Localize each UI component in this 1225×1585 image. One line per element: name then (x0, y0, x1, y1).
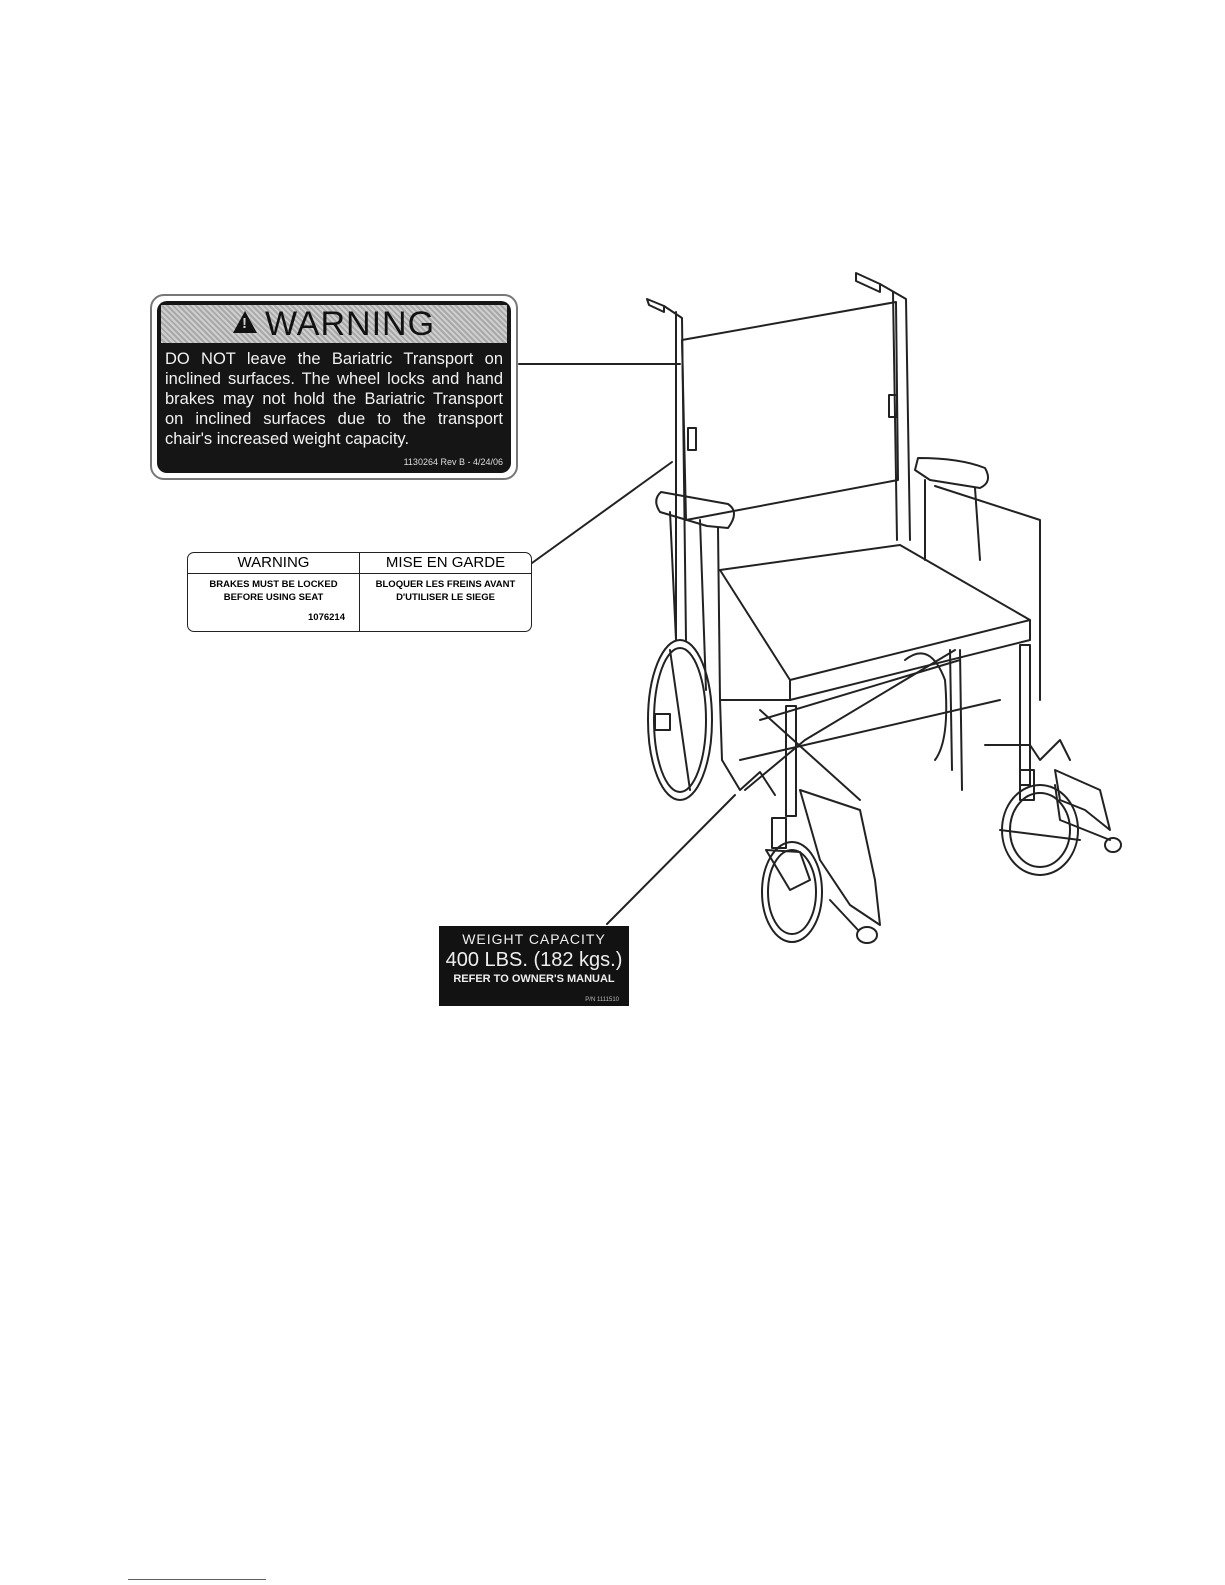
incline-warning-label (150, 294, 518, 480)
leader-line-weight (607, 795, 735, 924)
warning-title: WARNING (264, 305, 436, 343)
brake-label-english-line2: BEFORE USING SEAT (223, 592, 324, 603)
weight-capacity-note: REFER TO OWNER'S MANUAL (453, 973, 615, 985)
brake-warning-label (187, 552, 532, 632)
weight-capacity-heading: WEIGHT CAPACITY (462, 931, 606, 947)
bottom-link-underline (128, 1579, 266, 1580)
brake-label-french-heading: MISE EN GARDE (360, 553, 531, 574)
warning-part-number: 1130264 Rev B - 4/24/06 (403, 457, 503, 467)
brake-label-english (188, 553, 359, 631)
warning-label-header (161, 305, 507, 343)
brake-label-french-line2: D'UTILISER LE SIEGE (396, 592, 495, 603)
brake-label-french-line1: BLOQUER LES FREINS AVANT (375, 579, 516, 590)
brake-label-english-heading: WARNING (188, 553, 359, 574)
warning-triangle-icon (233, 311, 257, 333)
brake-label-part-number: 1076214 (308, 612, 345, 623)
weight-capacity-part-number: P/N 1111510 (585, 997, 619, 1003)
brake-label-french (359, 553, 531, 631)
leader-line-brake (532, 462, 672, 563)
brake-label-french-text (360, 574, 531, 604)
warning-label-panel (157, 301, 511, 473)
brake-label-english-line1: BRAKES MUST BE LOCKED (209, 579, 338, 590)
weight-capacity-value: 400 LBS. (182 kgs.) (445, 949, 623, 971)
brake-label-english-text (188, 574, 359, 604)
weight-capacity-label (439, 926, 629, 1006)
warning-body-text: DO NOT leave the Bariatric Transport on inclined surfaces. The wheel locks and hand brakes may not hold the Bariatric Transport on inclined surfaces due to the transport chair's increased weight capacity. (165, 350, 503, 448)
